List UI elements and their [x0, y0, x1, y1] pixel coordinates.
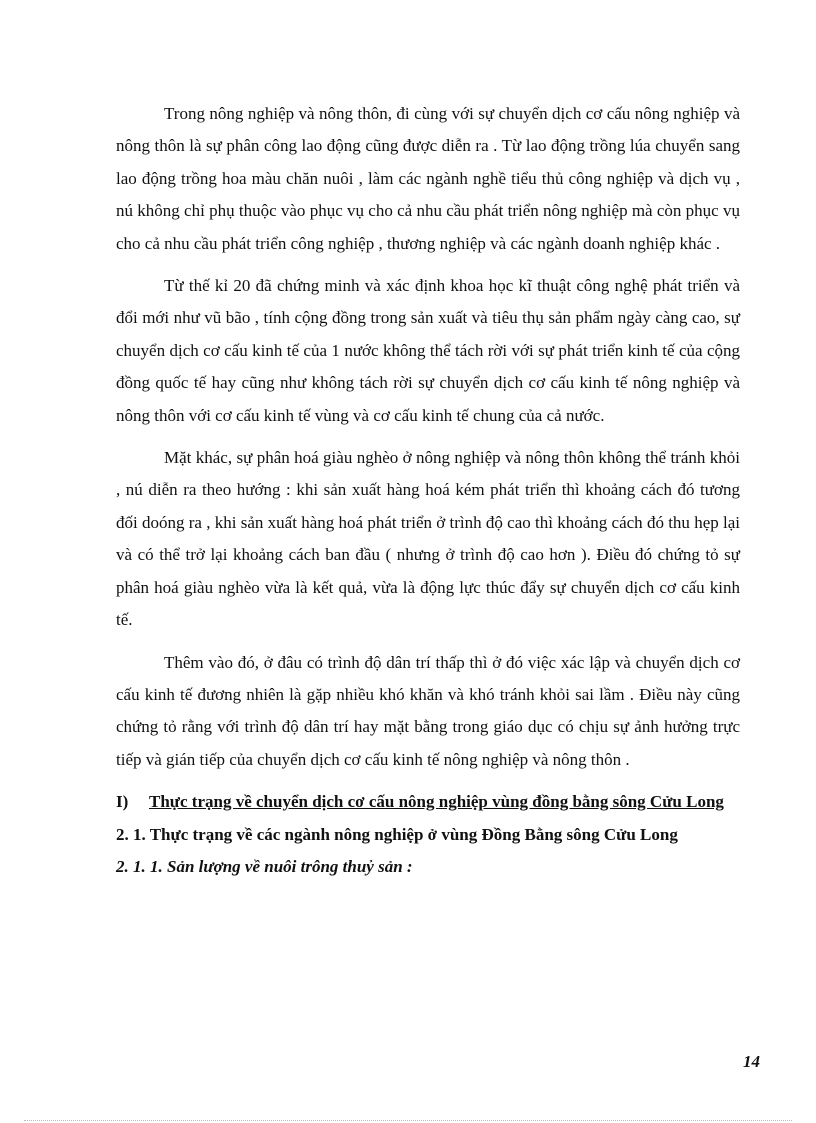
subsubsection-heading: 2. 1. 1. Sản lượng về nuôi trông thuỷ sản : [116, 856, 413, 876]
page-content [116, 98, 740, 883]
page-number: 14 [743, 1052, 760, 1071]
section-title: Thực trạng về chuyển dịch cơ cấu nông nghiệp vùng đồng bằng sông Cửu Long [149, 792, 724, 812]
paragraph-2: Từ thế kỉ 20 đã chứng minh và xác định khoa học kĩ thuật công nghệ phát triển và đổi mới như vũ bão , tính cộng đồng trong sản xuất và tiêu thụ sản phẩm ngày càng cao, sự chuyển dịch cơ cấu kinh tế của 1 nước không thể tách rời với sự phát triển kinh tế của cộng đồng quốc tế hay cũng như không tách rời sự chuyển dịch cơ cấu kinh tế nông nghiệp và nông thôn với cơ cấu kinh tế vùng và cơ cấu kinh tế chung của cả nước. [116, 276, 740, 425]
paragraph-1: Trong nông nghiệp và nông thôn, đi cùng với sự chuyển dịch cơ cấu nông nghiệp và nông thôn là sự phân công lao động cũng được diễn ra . Từ lao động trồng lúa chuyển sang lao động trồng hoa màu chăn nuôi , làm các ngành nghề tiểu thủ công nghiệp và dịch vụ , nú không chỉ phụ thuộc vào phục vụ cho cả nhu cầu phát triển nông nghiệp mà còn phục vụ cho cả nhu cầu phát triển công nghiệp , thương nghiệp và các ngành doanh nghiệp khác . [116, 104, 740, 253]
paragraph-3: Mặt khác, sự phân hoá giàu nghèo ở nông nghiệp và nông thôn không thể tránh khỏi , nú diễn ra theo hướng : khi sản xuất hàng hoá kém phát triển thì khoảng cách đó tương đối doóng ra , khi sản xuất hàng hoá phát triển ở trình độ cao thì khoảng cách đó thu hẹp lại và có thể trở lại khoảng cách ban đầu ( nhưng ở trình độ cao hơn ). Điều đó chứng tỏ sự phân hoá giàu nghèo vừa là kết quả, vừa là động lực thúc đẩy sự chuyển dịch cơ cấu kinh tế. [116, 448, 740, 630]
page-bottom-border [24, 1120, 792, 1121]
section-number: I) [116, 792, 129, 812]
paragraph-4: Thêm vào đó, ở đâu có trình độ dân trí thấp thì ở đó việc xác lập và chuyển dịch cơ cấu kinh tế đương nhiên là gặp nhiều khó khăn và khó tránh khỏi sai lầm . Điều này cũng chứng tỏ rằng với trình độ dân trí hay mặt bằng trong giáo dục có chịu sự ảnh hưởng trực tiếp và gián tiếp của chuyển dịch cơ cấu kinh tế nông nghiệp và nông thôn . [116, 652, 740, 769]
section-heading [116, 786, 740, 818]
subsection-heading: 2. 1. Thực trạng về các ngành nông nghiệp ở vùng Đồng Bằng sông Cửu Long [116, 824, 678, 844]
